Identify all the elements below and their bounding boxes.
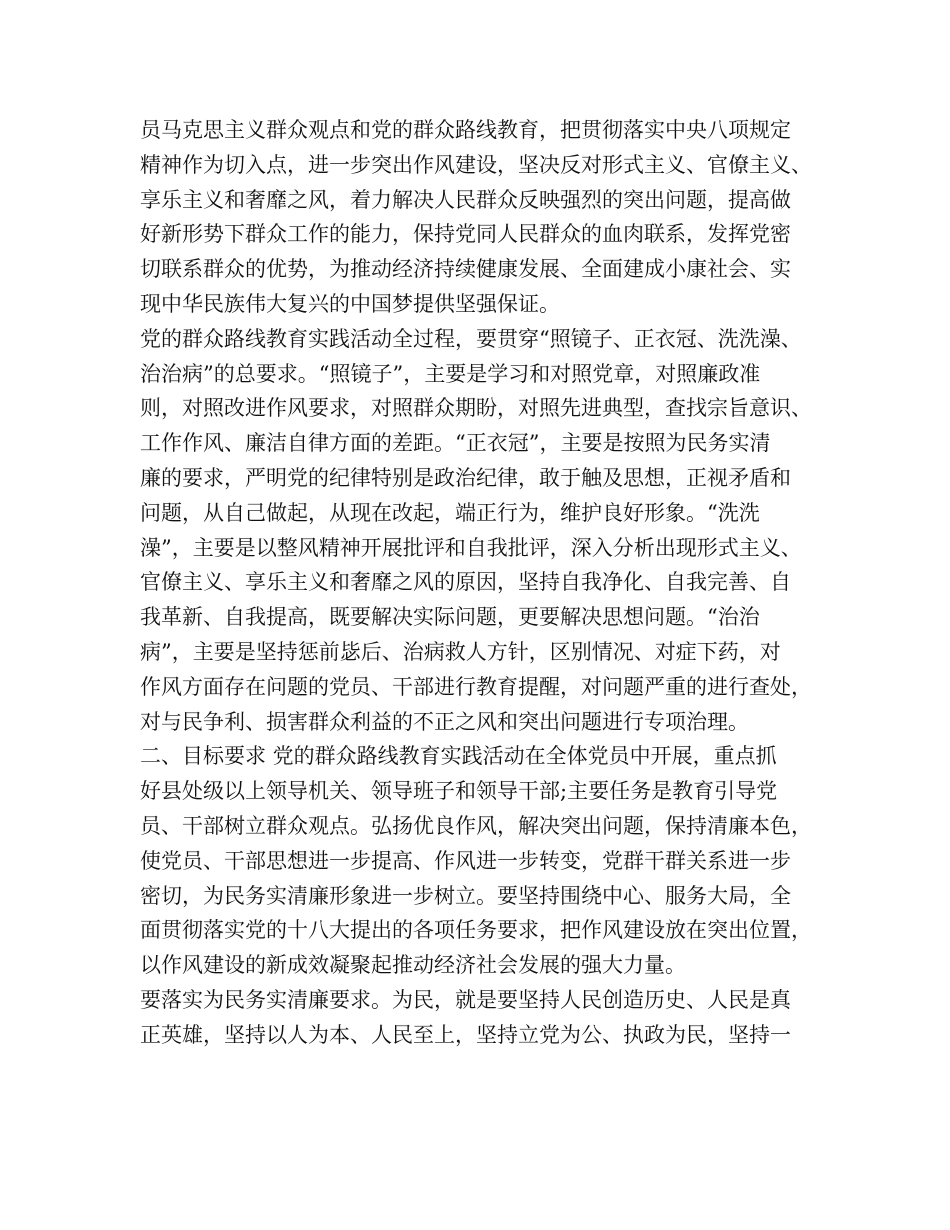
- text-line: 以作风建设的新成效凝聚起推动经济社会发展的强大力量。: [140, 953, 686, 978]
- text-line: 正英雄，坚持以人为本、人民至上，坚持立党为公、执政为民，坚持一: [140, 1022, 791, 1047]
- text-line: 则，对照改进作风要求，对照群众期盼，对照先进典型，查找宗旨意识、: [140, 396, 812, 421]
- paragraph-4: [140, 983, 830, 1053]
- text-line: 精神作为切入点，进一步突出作风建设，坚决反对形式主义、官僚主义、: [140, 152, 812, 177]
- document-body: [140, 113, 830, 1053]
- text-line: 对与民争利、损害群众利益的不正之风和突出问题进行专项治理。: [140, 709, 749, 734]
- text-line: 享乐主义和奢靡之风，着力解决人民群众反映强烈的突出问题，提高做: [140, 187, 791, 212]
- text-line: 面贯彻落实党的十八大提出的各项任务要求，把作风建设放在突出位置，: [140, 918, 812, 943]
- text-line: 密切，为民务实清廉形象进一步树立。要坚持围绕中心、服务大局，全: [140, 883, 791, 908]
- text-line: 廉的要求，严明党的纪律特别是政治纪律，敢于触及思想，正视矛盾和: [140, 465, 791, 490]
- text-line: 作风方面存在问题的党员、干部进行教育提醒，对问题严重的进行查处，: [140, 674, 812, 699]
- paragraph-3: [140, 739, 830, 983]
- text-line: 澡”，主要是以整风精神开展批评和自我批评，深入分析出现形式主义、: [140, 535, 802, 560]
- text-line: 问题，从自己做起，从现在改起，端正行为，维护良好形象。“洗洗: [140, 500, 760, 525]
- text-line: 工作作风、廉洁自律方面的差距。“正衣冠”，主要是按照为民务实清: [140, 431, 771, 456]
- text-line: 员马克思主义群众观点和党的群众路线教育，把贯彻落实中央八项规定: [140, 118, 791, 142]
- text-line: 现中华民族伟大复兴的中国梦提供坚强保证。: [140, 291, 560, 316]
- text-line: 党的群众路线教育实践活动全过程，要贯穿“照镜子、正衣冠、洗洗澡、: [140, 326, 802, 351]
- text-line: 员、干部树立群众观点。弘扬优良作风，解决突出问题，保持清廉本色，: [140, 813, 812, 838]
- text-line: 我革新、自我提高，既要解决实际问题，更要解决思想问题。“治治: [140, 605, 760, 630]
- text-line: 好县处级以上领导机关、领导班子和领导干部;主要任务是教育引导党: [140, 779, 778, 804]
- text-line: 要落实为民务实清廉要求。为民，就是要坚持人民创造历史、人民是真: [140, 987, 791, 1012]
- paragraph-1: [140, 113, 830, 322]
- text-line: 病”，主要是坚持惩前毖后、治病救人方针，区别情况、对症下药，对: [140, 639, 781, 664]
- text-line: 二、目标要求 党的群众路线教育实践活动在全体党员中开展，重点抓: [140, 744, 777, 769]
- text-line: 好新形势下群众工作的能力，保持党同人民群众的血肉联系，发挥党密: [140, 222, 791, 247]
- text-line: 官僚主义、享乐主义和奢靡之风的原因，坚持自我净化、自我完善、自: [140, 570, 791, 595]
- paragraph-2: [140, 322, 830, 740]
- text-line: 使党员、干部思想进一步提高、作风进一步转变，党群干群关系进一步: [140, 848, 791, 873]
- text-line: 切联系群众的优势，为推动经济持续健康发展、全面建成小康社会、实: [140, 257, 791, 282]
- text-line: 治治病”的总要求。“照镜子”，主要是学习和对照党章，对照廉政准: [140, 361, 761, 386]
